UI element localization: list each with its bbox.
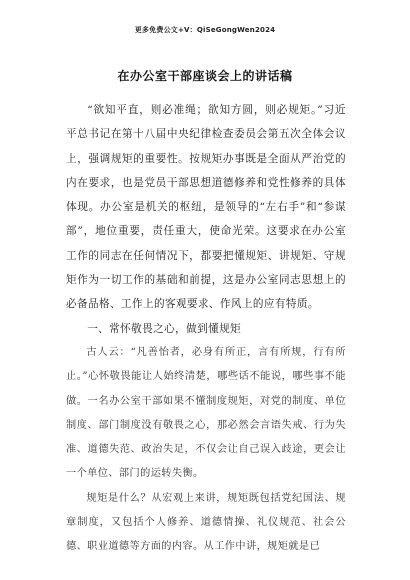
section-heading-1: 一、常怀敬畏之心，做到懂规矩 bbox=[87, 322, 242, 335]
paragraph-quote: 古人云：“凡善怡者，必身有所正，言有所规，行有所止。”心怀敬畏能让人始终清楚，哪些话不能说，哪些事不能做。一名办公室干部如果不懂制度规矩，对党的制度、单位制度、部门制度没有敬畏之心，那必然会言语失戒、行为失准、道德失范、政治失足，不仅会让自己误入歧途，更会让一个单位、部门的运转失衡。 bbox=[66, 346, 346, 480]
document-body bbox=[66, 98, 346, 560]
paragraph-rules: 规矩是什么？从宏观上来讲，规矩既包括党纪国法、规章制度，又包括个人修养、道德情操、礼仪规范、社会公德、职业道德等方面的内容。从工作中讲，规矩就是已 bbox=[66, 492, 346, 553]
document-title: 在办公室干部座谈会上的讲话稿 bbox=[117, 69, 293, 83]
header-watermark: 更多免费公文+V：QiSeGongWen2024 bbox=[134, 26, 276, 34]
paragraph-intro: “欲知平直，则必准绳；欲知方圆，则必规矩。”习近平总书记在第十八届中央纪律检查委员会第五次全体会议上，强调规矩的重要性。按规矩办事既是全面从严治党的内在要求，也是党员干部思想道德修养和党性修养的具体体现。办公室是机关的枢纽，是领导的“左右手”和“参谋部”，地位重要，责任重大，使命光荣。这要求在办公室工作的同志在任何情况下，都要把懂规矩、讲规矩、守规矩作为一切工作的基础和前提，这是办公室同志思想上的必备品格、工作上的客观要求、作风上的应有特质。 bbox=[66, 104, 346, 311]
